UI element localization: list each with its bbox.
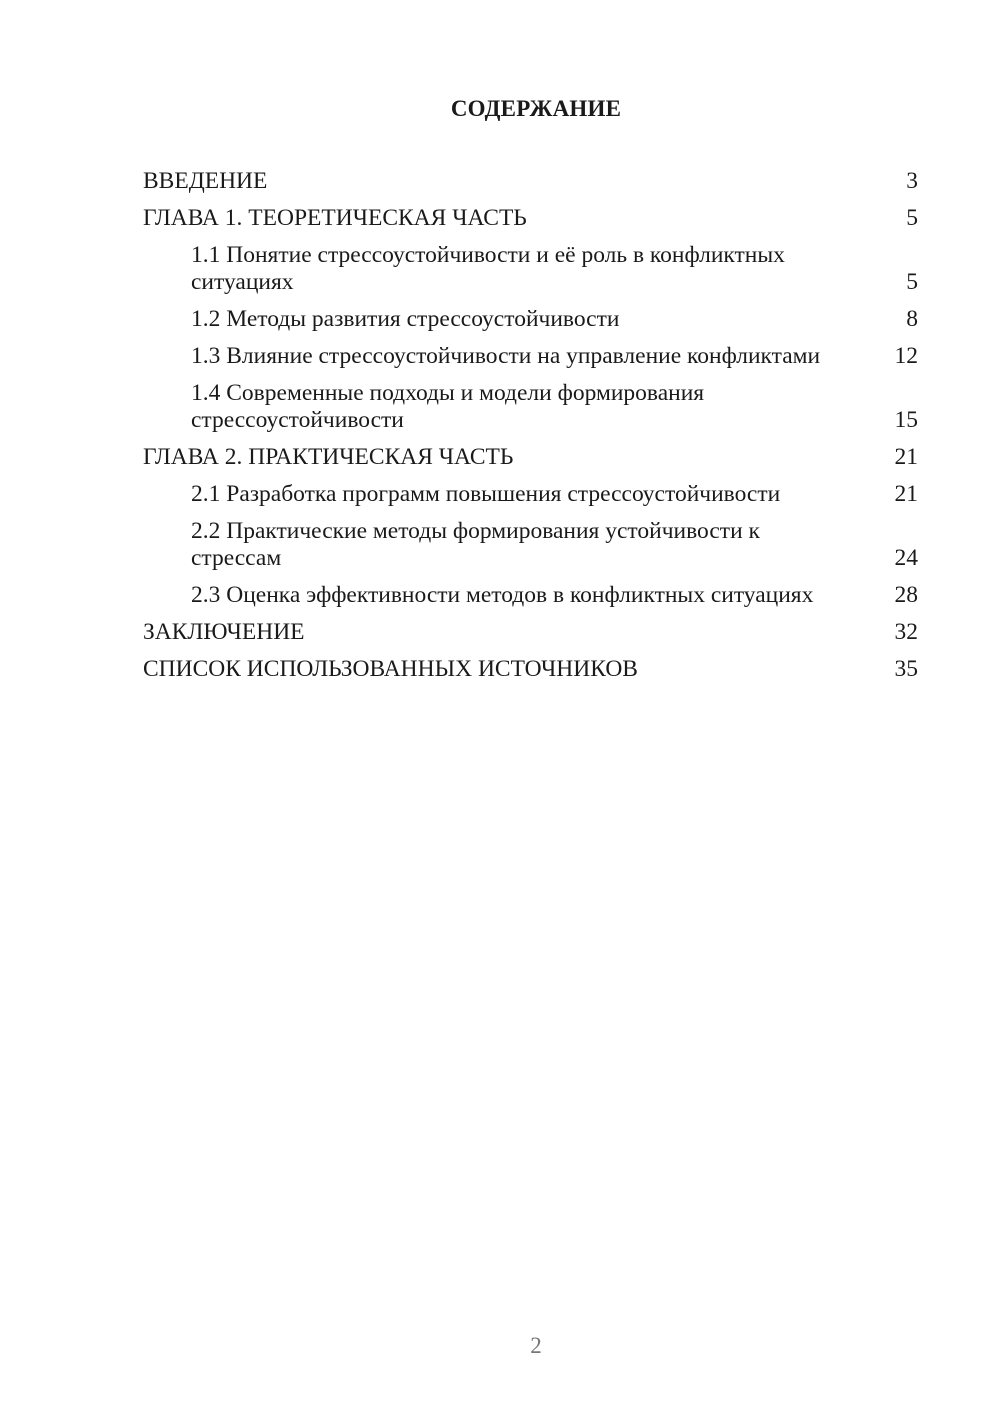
toc-entry-section-1-2[interactable] [143,306,918,333]
toc-entry-page: 15 [894,407,918,433]
toc-entry-page: 24 [894,545,918,571]
toc-entry-page: 21 [894,444,918,470]
page-number: 2 [530,1333,542,1358]
toc-entry-text: 1.1 Понятие стрессоустойчивости и её роль в конфликтных ситуациях [191,242,785,295]
toc-entry-page: 3 [906,168,918,194]
toc-entry-section-1-3[interactable] [143,343,918,370]
toc-entry-text: 2.1 Разработка программ повышения стрессоустойчивости [191,481,781,507]
toc-entry-page: 5 [906,205,918,231]
toc-entry-references[interactable] [143,656,918,683]
toc-entry-section-1-4[interactable] [143,380,918,434]
toc-entry-chapter-2[interactable] [143,444,918,471]
page-title: СОДЕРЖАНИЕ [450,96,622,121]
toc-entry-page: 35 [894,656,918,682]
toc-entry-introduction[interactable] [143,168,918,195]
toc-entry-text: 1.4 Современные подходы и модели формирования стрессоустойчивости [191,380,705,433]
toc-entry-text: СПИСОК ИСПОЛЬЗОВАННЫХ ИСТОЧНИКОВ [143,656,638,682]
toc-entry-section-2-3[interactable] [143,582,918,609]
toc-entry-chapter-1[interactable] [143,205,918,232]
toc-entry-text: ВВЕДЕНИЕ [143,168,268,194]
toc-entry-section-1-1[interactable] [143,242,918,296]
toc-entry-text: ГЛАВА 1. ТЕОРЕТИЧЕСКАЯ ЧАСТЬ [143,205,527,231]
toc-entry-section-2-1[interactable] [143,481,918,508]
toc-entry-text: 2.3 Оценка эффективности методов в конфликтных ситуациях [191,582,814,608]
toc-entry-text: 2.2 Практические методы формирования устойчивости к стрессам [191,518,760,571]
toc-entry-conclusion[interactable] [143,619,918,646]
toc-entry-text: 1.3 Влияние стрессоустойчивости на управление конфликтами [191,343,821,369]
toc-entry-page: 28 [894,582,918,608]
toc-entry-page: 8 [906,306,918,332]
table-of-contents [143,168,918,693]
toc-entry-page: 5 [906,269,918,295]
toc-entry-text: ЗАКЛЮЧЕНИЕ [143,619,305,645]
toc-entry-page: 21 [894,481,918,507]
toc-entry-section-2-2[interactable] [143,518,918,572]
toc-entry-text: 1.2 Методы развития стрессоустойчивости [191,306,620,332]
toc-entry-text: ГЛАВА 2. ПРАКТИЧЕСКАЯ ЧАСТЬ [143,444,514,470]
toc-entry-page: 12 [894,343,918,369]
toc-entry-page: 32 [894,619,918,645]
